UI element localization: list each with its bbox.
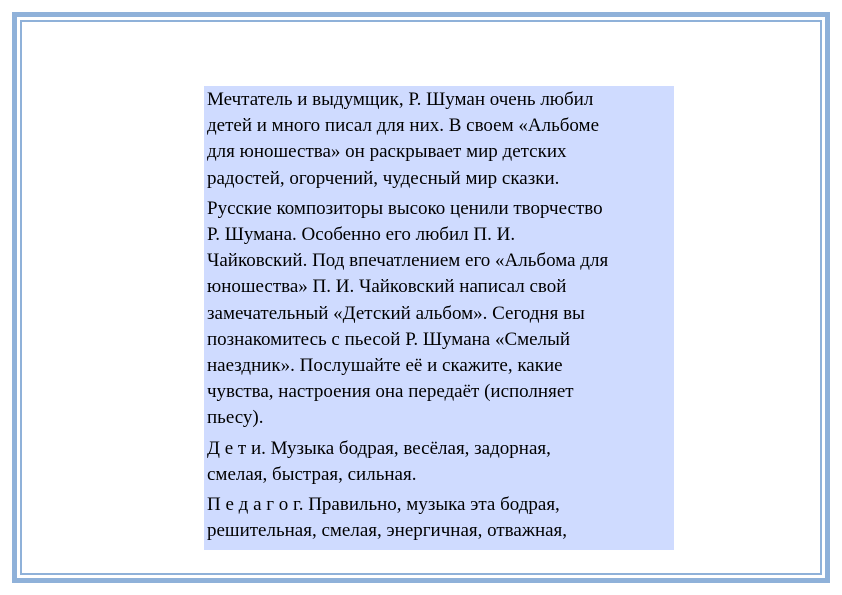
text-block xyxy=(204,86,674,550)
paragraph-teacher-answer: П е д а г о г. Правильно, музыка эта бодрая, решительная, смелая, энергичная, отважная, xyxy=(207,494,568,542)
paragraph-tchaikovsky: Русские композиторы высоко ценили творчество Р. Шумана. Особенно его любил П. И. Чайковский. Под впечатлением его «Альбома для юношества» П. И. Чайковский написал свой замечательный «Детский альбом». Сегодня вы познакомитесь с пьесой Р. Шумана «Смелый наездник». Послушайте её и скажите, какие чувства, настроения она передаёт (исполняет пьесу). xyxy=(207,197,609,429)
paragraph-children-answer: Д е т и. Музыка бодрая, весёлая, задорная, смелая, быстрая, сильная. xyxy=(207,437,551,485)
paragraph-schumann-intro: Мечтатель и выдумщик, Р. Шуман очень любил детей и много писал для них. В своем «Альбоме для юношества» он раскрывает мир детских радостей, огорчений, чудесный мир сказки. xyxy=(207,89,600,189)
